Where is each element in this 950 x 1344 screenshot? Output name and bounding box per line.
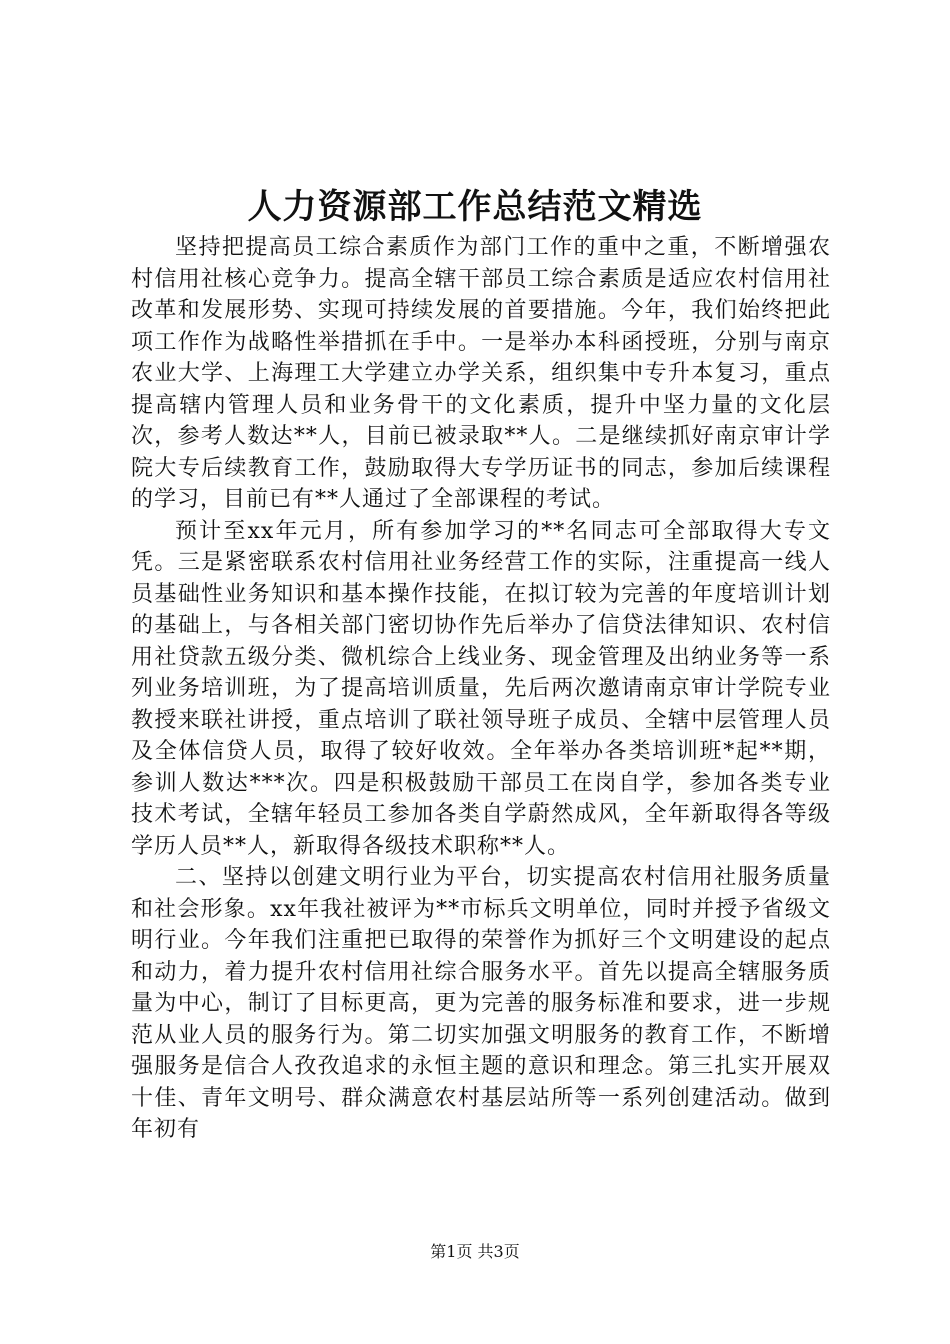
paragraph-3: 二、坚持以创建文明行业为平台，切实提高农村信用社服务质量和社会形象。xx年我社被评为**市标兵文明单位，同时并授予省级文明行业。今年我们注重把已取得的荣誉作为抓好三个文明建设的起点和动力，着力提升农村信用社综合服务水平。首先以提高全辖服务质量为中心，制订了目标更高，更为完善的服务标准和要求，进一步规范从业人员的服务行为。第二切实加强文明服务的教育工作，不断增强服务是信合人孜孜追求的永恒主题的意识和理念。第三扎实开展双十佳、青年文明号、群众满意农村基层站所等一系列创建活动。做到年初有 — [131, 865, 831, 1142]
page-number-footer: 第1页 共3页 — [430, 1242, 520, 1261]
document-title: 人力资源部工作总结范文精选 — [247, 187, 703, 227]
paragraph-1: 坚持把提高员工综合素质作为部门工作的重中之重，不断增强农村信用社核心竞争力。提高全辖干部员工综合素质是适应农村信用社改革和发展形势、实现可持续发展的首要措施。今年，我们始终把此项工作作为战略性举措抓在手中。一是举办本科函授班，分别与南京农业大学、上海理工大学建立办学关系，组织集中专升本复习，重点提高辖内管理人员和业务骨干的文化素质，提升中坚力量的文化层次，参考人数达**人，目前已被录取**人。二是继续抓好南京审计学院大专后续教育工作，鼓励取得大专学历证书的同志，参加后续课程的学习，目前已有**人通过了全部课程的考试。 — [131, 235, 831, 512]
document-body — [131, 232, 831, 1146]
paragraph-2: 预计至xx年元月，所有参加学习的**名同志可全部取得大专文凭。三是紧密联系农村信用社业务经营工作的实际，注重提高一线人员基础性业务知识和基本操作技能，在拟订较为完善的年度培训计划的基础上，与各相关部门密切协作先后举办了信贷法律知识、农村信用社贷款五级分类、微机综合上线业务、现金管理及出纳业务等一系列业务培训班，为了提高培训质量，先后两次邀请南京审计学院专业教授来联社讲授，重点培训了联社领导班子成员、全辖中层管理人员及全体信贷人员，取得了较好收效。全年举办各类培训班*起**期，参训人数达***次。四是积极鼓励干部员工在岗自学，参加各类专业技术考试，全辖年轻员工参加各类自学蔚然成风，全年新取得各等级学历人员**人，新取得各级技术职称**人。 — [131, 518, 831, 859]
